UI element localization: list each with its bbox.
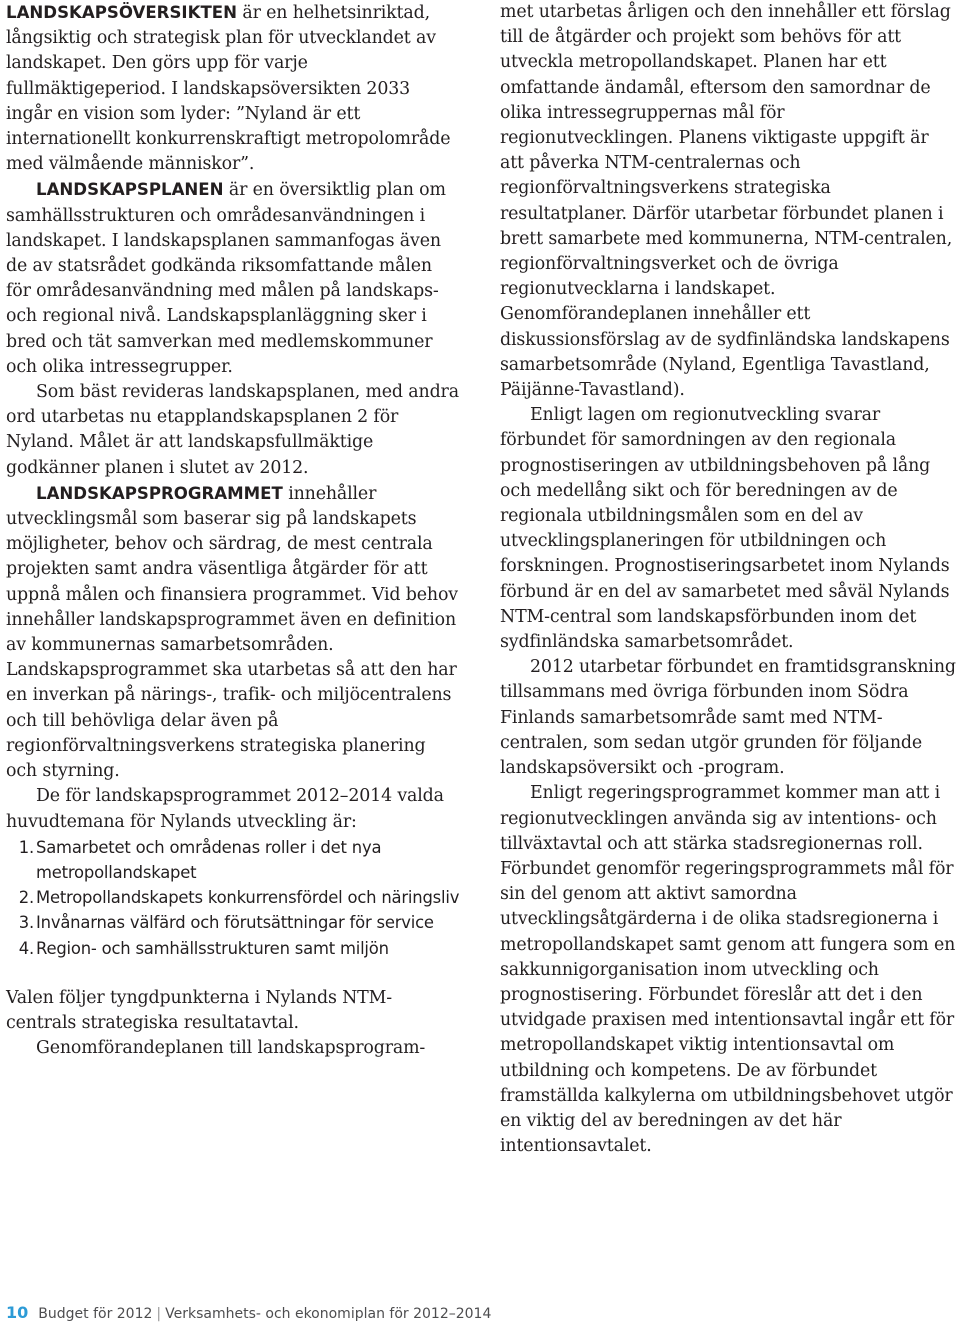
paragraph-themes-intro: De för landskapsprogrammet 2012–2014 valda huvudtemana för Nylands utveckling är: xyxy=(6,786,444,832)
spacer xyxy=(6,961,461,986)
keyword-heading: LANDSKAPSPLANEN xyxy=(36,180,224,200)
paragraph-future-review: 2012 utarbetar förbundet en framtidsgranskning tillsammans med övriga förbunden inom Södra Finlands samarbetsområde samt med NTM-centralen, som sedan utgör grunden för följande landskapsöversikt och -program. xyxy=(500,657,956,779)
paragraph-implementation-plan: Genomförandeplanen till landskapsprogram- xyxy=(36,1038,426,1059)
paragraph-landskapsplanen xyxy=(6,177,461,380)
list-number: 2. xyxy=(18,888,34,908)
paragraph-implementation-plan-cont: met utarbetas årligen och den innehåller ett förslag till de åtgärder och projekt som behövs för att utveckla metropollandskapet. Planen har ett omfattande ändamål, eftersom den samordnar de olika intressegruppernas mål för regionutvecklingen. Planens viktigaste uppgift är att påverka NTM-centralernas och regionförvaltningsverkens strategiska resultatplaner. Därför utarbetar förbundet planen i brett samarbete med kommunerna, NTM-centralen, regionförvaltningsverket och de övriga regionutvecklarna i landskapet. Genomförandeplanen innehåller ett diskussionsförslag av de sydfinländska landskapens samarbetsområde (Nyland, Egentliga Tavastland, Päijänne-Tavastland). xyxy=(500,2,953,401)
list-item xyxy=(6,835,461,885)
paragraph-landskapsoversikten xyxy=(6,0,461,177)
list-number: 4. xyxy=(18,938,34,958)
right-column xyxy=(500,0,956,1159)
page-footer xyxy=(6,1302,491,1325)
list-number: 3. xyxy=(18,913,34,933)
left-column xyxy=(6,0,461,1061)
paragraph-regional-development: Enligt lagen om regionutveckling svarar förbundet för samordningen av den regionala prognostiseringen av utbildningsbehoven på lång och medellång sikt och för beredningen av de regionala utbildningsmålen som en del av utvecklingsplaneringen för utbildningen och forskningen. Prognostiseringsarbetet inom Nylands förbund är en del av samarbetet med såväl Nylands NTM-central som landskapsförbunden inom det sydfinländska samarbetsområdet. xyxy=(500,405,950,653)
footer-doc-title: Budget för 2012 xyxy=(38,1306,153,1322)
list-number: 1. xyxy=(18,837,34,857)
list-item xyxy=(6,936,461,961)
paragraph-government-programme: Enligt regeringsprogrammet kommer man att i regionutvecklingen använda sig av intentions- och tillväxtavtal och att stärka stadsregionernas roll. Förbundet genomför regeringsprogrammets mål för sin del genom att aktivt samordna utvecklingsåtgärderna i de olika stadsregionerna i metropollandskapet samt genom att fungera som en sakkunnigorganisation inom utveckling och prognostisering. Förbundet föreslår att det i den utvidgade praxisen med intentionsavtal ingår ett för metropollandskapet viktig intentionsavtal om utbildning och kompetens. De av förbundet framställda kalkylerna om utbildningsbehovet utgör en viktig del av beredningen av det här intentionsavtalet. xyxy=(500,783,956,1157)
paragraph-text: är en översiktlig plan om samhällsstrukturen och områdesanvändningen i landskapet. I landskapsplanen sammanfogas även de av statsrådet godkända riksomfattande målen för områdesanvändning med målen på landskaps- och regional nivå. Landskapsplanläggning sker i bred och tät samverkan med medlemskommuner och olika intressegrupper. xyxy=(6,180,446,377)
paragraph-revision: Som bäst revideras landskapsplanen, med andra ord utarbetas nu etapplandskapsplanen 2 för Nyland. Målet är att landskapsfullmäktige godkänner planen i slutet av 2012. xyxy=(6,382,459,478)
keyword-heading: LANDSKAPSPROGRAMMET xyxy=(36,483,283,503)
list-item xyxy=(6,910,461,935)
paragraph-text: innehåller utvecklingsmål som baserar sig på landskapets möjligheter, behov och särdrag, de mest centrala projekten samt andra väsentliga åtgärder för att uppnå målen och finansiera programmet. Vid behov innehåller landskapsprogrammet även en definition av kommunernas samarbetsområden. Landskapsprogrammet ska utarbetas så att den har en inverkan på närings-, trafik- och miljöcentralens och till behövliga delar även på regionförvaltningsverkens strategiska planering och styrning. xyxy=(6,483,458,782)
list-text: Region- och samhällsstrukturen samt miljön xyxy=(36,938,389,958)
themes-list xyxy=(6,835,461,961)
list-text: Invånarnas välfärd och förutsättningar för service xyxy=(36,913,434,933)
footer-subtitle: Verksamhets- och ekonomiplan för 2012–2014 xyxy=(165,1306,492,1322)
list-item xyxy=(6,885,461,910)
list-text: Metropollandskapets konkurrensfördel och näringsliv xyxy=(36,888,460,908)
list-text: Samarbetet och områdenas roller i det nya metropollandskapet xyxy=(36,837,382,882)
page-number: 10 xyxy=(6,1303,29,1322)
paragraph-ntm-priorities: Valen följer tyngdpunkterna i Nylands NTM-centrals strategiska resultatavtal. xyxy=(6,987,392,1033)
footer-separator: | xyxy=(156,1306,162,1322)
keyword-heading: LANDSKAPSÖVERSIKTEN xyxy=(6,3,237,22)
paragraph-landskapsprogrammet xyxy=(6,481,461,784)
paragraph-text: är en helhetsinriktad, långsiktig och strategisk plan för utvecklandet av landskapet. Den görs upp för varje fullmäktigeperiod. I landskapsöversikten 2033 ingår en vision som lyder: ”Nyland är ett internationellt konkurrenskraftigt metropolområde med välmående människor”. xyxy=(6,3,451,175)
